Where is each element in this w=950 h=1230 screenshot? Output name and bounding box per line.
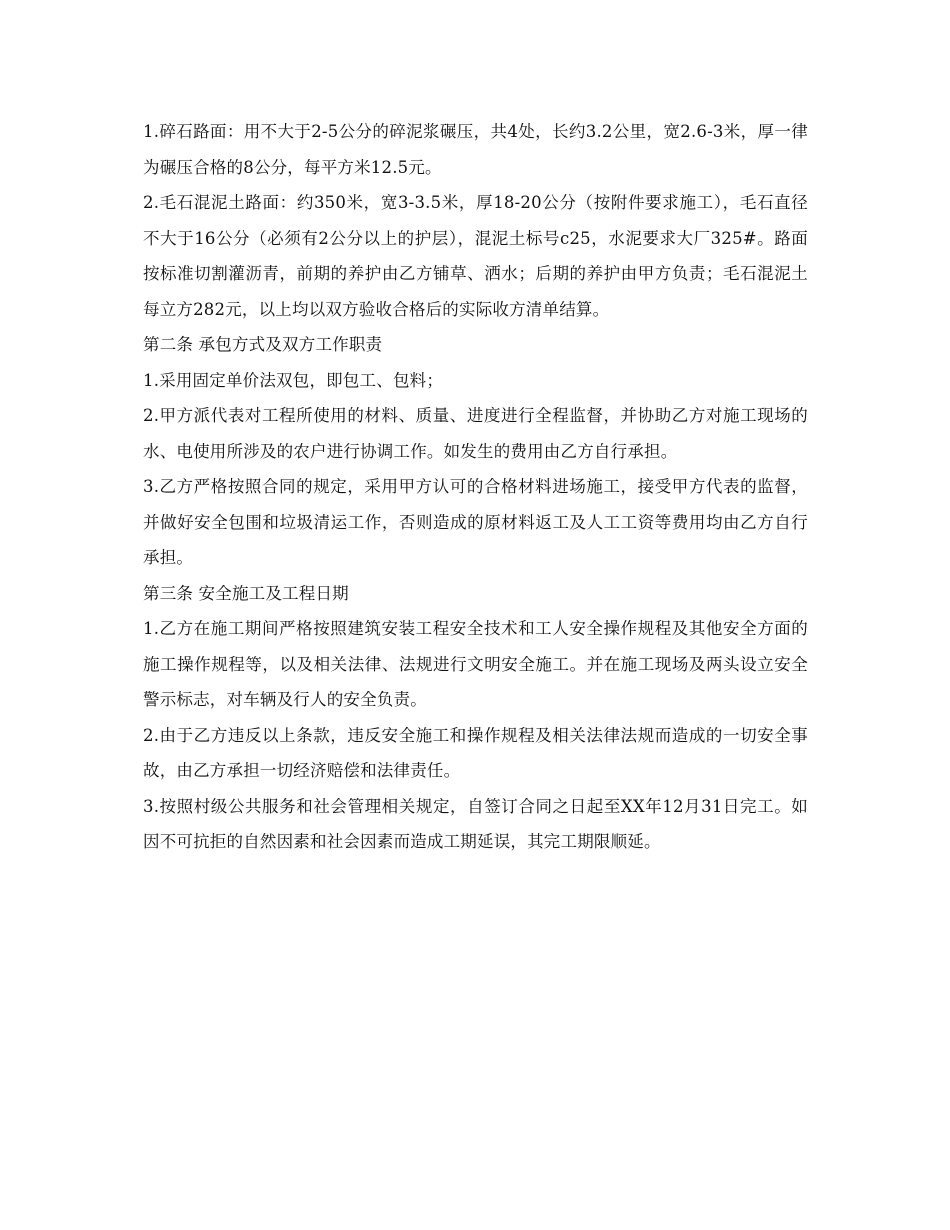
clause-item-liability: 2.由于乙方违反以上条款，违反安全施工和操作规程及相关法律法规而造成的一切安全事故，由乙方承担一切经济赔偿和法律责任。 [143,725,808,780]
section-heading-article-3: 第三条 安全施工及工程日期 [143,583,349,603]
document-body [143,114,808,860]
clause-item-party-a-supervision: 2.甲方派代表对工程所使用的材料、质量、进度进行全程监督，并协助乙方对施工现场的水、电使用所涉及的农户进行协调工作。如发生的费用由乙方自行承担。 [143,406,808,461]
clause-item-gravel-road: 1.碎石路面：用不大于2-5公分的碎泥浆碾压，共4处，长约3.2公里，宽2.6-3米，厚一律为碾压合格的8公分，每平方米12.5元。 [143,122,808,177]
clause-item-safety-rules: 1.乙方在施工期间严格按照建筑安装工程安全技术和工人安全操作规程及其他安全方面的施工操作规程等，以及相关法律、法规进行文明安全施工。并在施工现场及两头设立安全警示标志，对车辆及行人的安全负责。 [143,619,808,709]
clause-item-completion-date: 3.按照村级公共服务和社会管理相关规定，自签订合同之日起至XX年12月31日完工。如因不可抗拒的自然因素和社会因素而造成工期延误，其完工期限顺延。 [143,796,808,851]
section-heading-article-2: 第二条 承包方式及双方工作职责 [143,335,383,354]
clause-item-party-b-materials: 3.乙方严格按照合同的规定，采用甲方认可的合格材料进场施工，接受甲方代表的监督，并做好安全包围和垃圾清运工作，否则造成的原材料返工及人工工资等费用均由乙方自行承担。 [143,477,808,567]
clause-item-rubble-concrete-road: 2.毛石混泥土路面：约350米，宽3-3.5米，厚18-20公分（按附件要求施工），毛石直径不大于16公分（必须有2公分以上的护层），混泥土标号c25，水泥要求大厂325#。路面按标准切割灌沥青，前期的养护由乙方铺草、洒水；后期的养护由甲方负责；毛石混泥土每立方282元，以上均以双方验收合格后的实际收方清单结算。 [143,193,808,319]
clause-item-contract-method: 1.采用固定单价法双包，即包工、包料； [143,370,444,390]
